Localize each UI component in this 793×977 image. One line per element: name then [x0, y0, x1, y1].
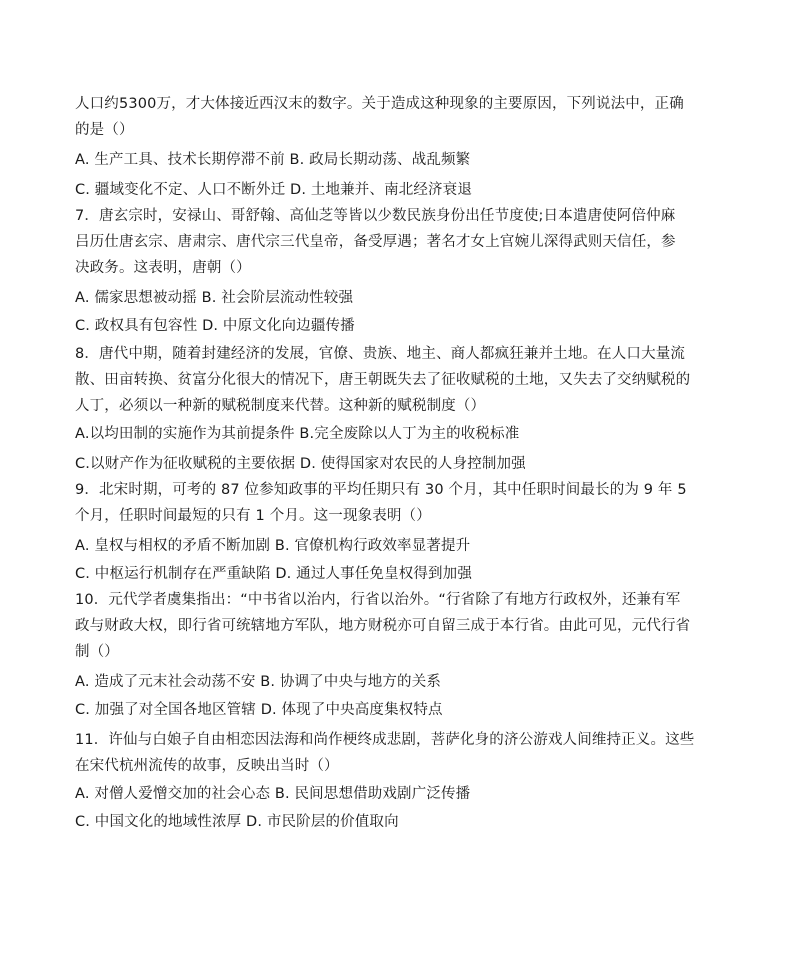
question-stem-line: 人口约5300万，才大体接近西汉末的数字。关于造成这种现象的主要原因，下列说法中，正确 — [75, 96, 684, 112]
question-11 — [75, 730, 695, 832]
question-10 — [75, 590, 691, 720]
question-stem-line: 10．元代学者虞集指出：“中书省以治内，行省以治外。“行省除了有地方行政权外，还兼有军 — [75, 592, 681, 608]
option-line-cd: C. 疆域变化不定、人口不断外迁 D. 土地兼并、南北经济衰退 — [75, 182, 472, 198]
option-line-cd: C. 加强了对全国各地区管辖 D. 体现了中央高度集权特点 — [75, 702, 443, 718]
question-stem-line: 11．许仙与白娘子自由相恋因法海和尚作梗终成悲剧，菩萨化身的济公游戏人间维持正义。这些 — [75, 732, 695, 748]
option-line-ab: A. 儒家思想被动摇 B. 社会阶层流动性较强 — [75, 290, 354, 306]
question-8 — [75, 344, 691, 474]
question-stem-line: 吕历仕唐玄宗、唐肃宗、唐代宗三代皇帝，备受厚遇；著名才女上官婉儿深得武则天信任，参 — [75, 234, 676, 250]
document-page — [75, 94, 695, 832]
question-stem-line: 个月，任职时间最短的只有 1 个月。这一现象表明（） — [75, 508, 431, 524]
option-line-cd: C. 政权具有包容性 D. 中原文化向边疆传播 — [75, 318, 355, 334]
question-7 — [75, 206, 675, 336]
option-line-ab: A. 皇权与相权的矛盾不断加剧 B. 官僚机构行政效率显著提升 — [75, 538, 471, 554]
question-stem-line: 决政务。这表明，唐朝（） — [75, 260, 251, 276]
question-stem-line: 制（） — [75, 644, 119, 660]
question-stem-line: 散、田亩转换、贫富分化很大的情况下，唐王朝既失去了征收赋税的土地，又失去了交纳赋税的 — [75, 372, 691, 388]
question-stem-line: 9．北宋时期，可考的 87 位参知政事的平均任期只有 30 个月，其中任职时间最长的为 9 年 5 — [75, 482, 687, 498]
question-stem-line: 人丁，必须以一种新的赋税制度来代替。这种新的赋税制度（） — [75, 398, 486, 414]
option-line-ab: A.以均田制的实施作为其前提条件 B.完全废除以人丁为主的收税标准 — [75, 426, 520, 442]
question-stem-line: 8．唐代中期，随着封建经济的发展，官僚、贵族、地主、商人都疯狂兼并土地。在人口大量流 — [75, 346, 686, 362]
question-stem-line: 政与财政大权，即行省可统辖地方军队，地方财税亦可自留三成于本行省。由此可见，元代行省 — [75, 618, 691, 634]
question-stem-line: 的是（） — [75, 122, 134, 138]
option-line-cd: C. 中国文化的地域性浓厚 D. 市民阶层的价值取向 — [75, 814, 399, 830]
option-line-cd: C. 中枢运行机制存在严重缺陷 D. 通过人事任免皇权得到加强 — [75, 566, 472, 582]
question-stem-line: 在宋代杭州流传的故事，反映出当时（） — [75, 758, 339, 774]
question-9 — [75, 480, 687, 584]
option-line-ab: A. 生产工具、技术长期停滞不前 B. 政局长期动荡、战乱频繁 — [75, 152, 471, 168]
option-line-ab: A. 造成了元末社会动荡不安 B. 协调了中央与地方的关系 — [75, 674, 442, 690]
option-line-cd: C.以财产作为征收赋税的主要依据 D. 使得国家对农民的人身控制加强 — [75, 456, 526, 472]
option-line-ab: A. 对僧人爱憎交加的社会心态 B. 民间思想借助戏剧广泛传播 — [75, 786, 471, 802]
question-stem-line: 7．唐玄宗时，安禄山、哥舒翰、高仙芝等皆以少数民族身份出任节度使;日本遣唐使阿倍仲麻 — [75, 208, 676, 224]
question-6-tail — [75, 94, 684, 200]
